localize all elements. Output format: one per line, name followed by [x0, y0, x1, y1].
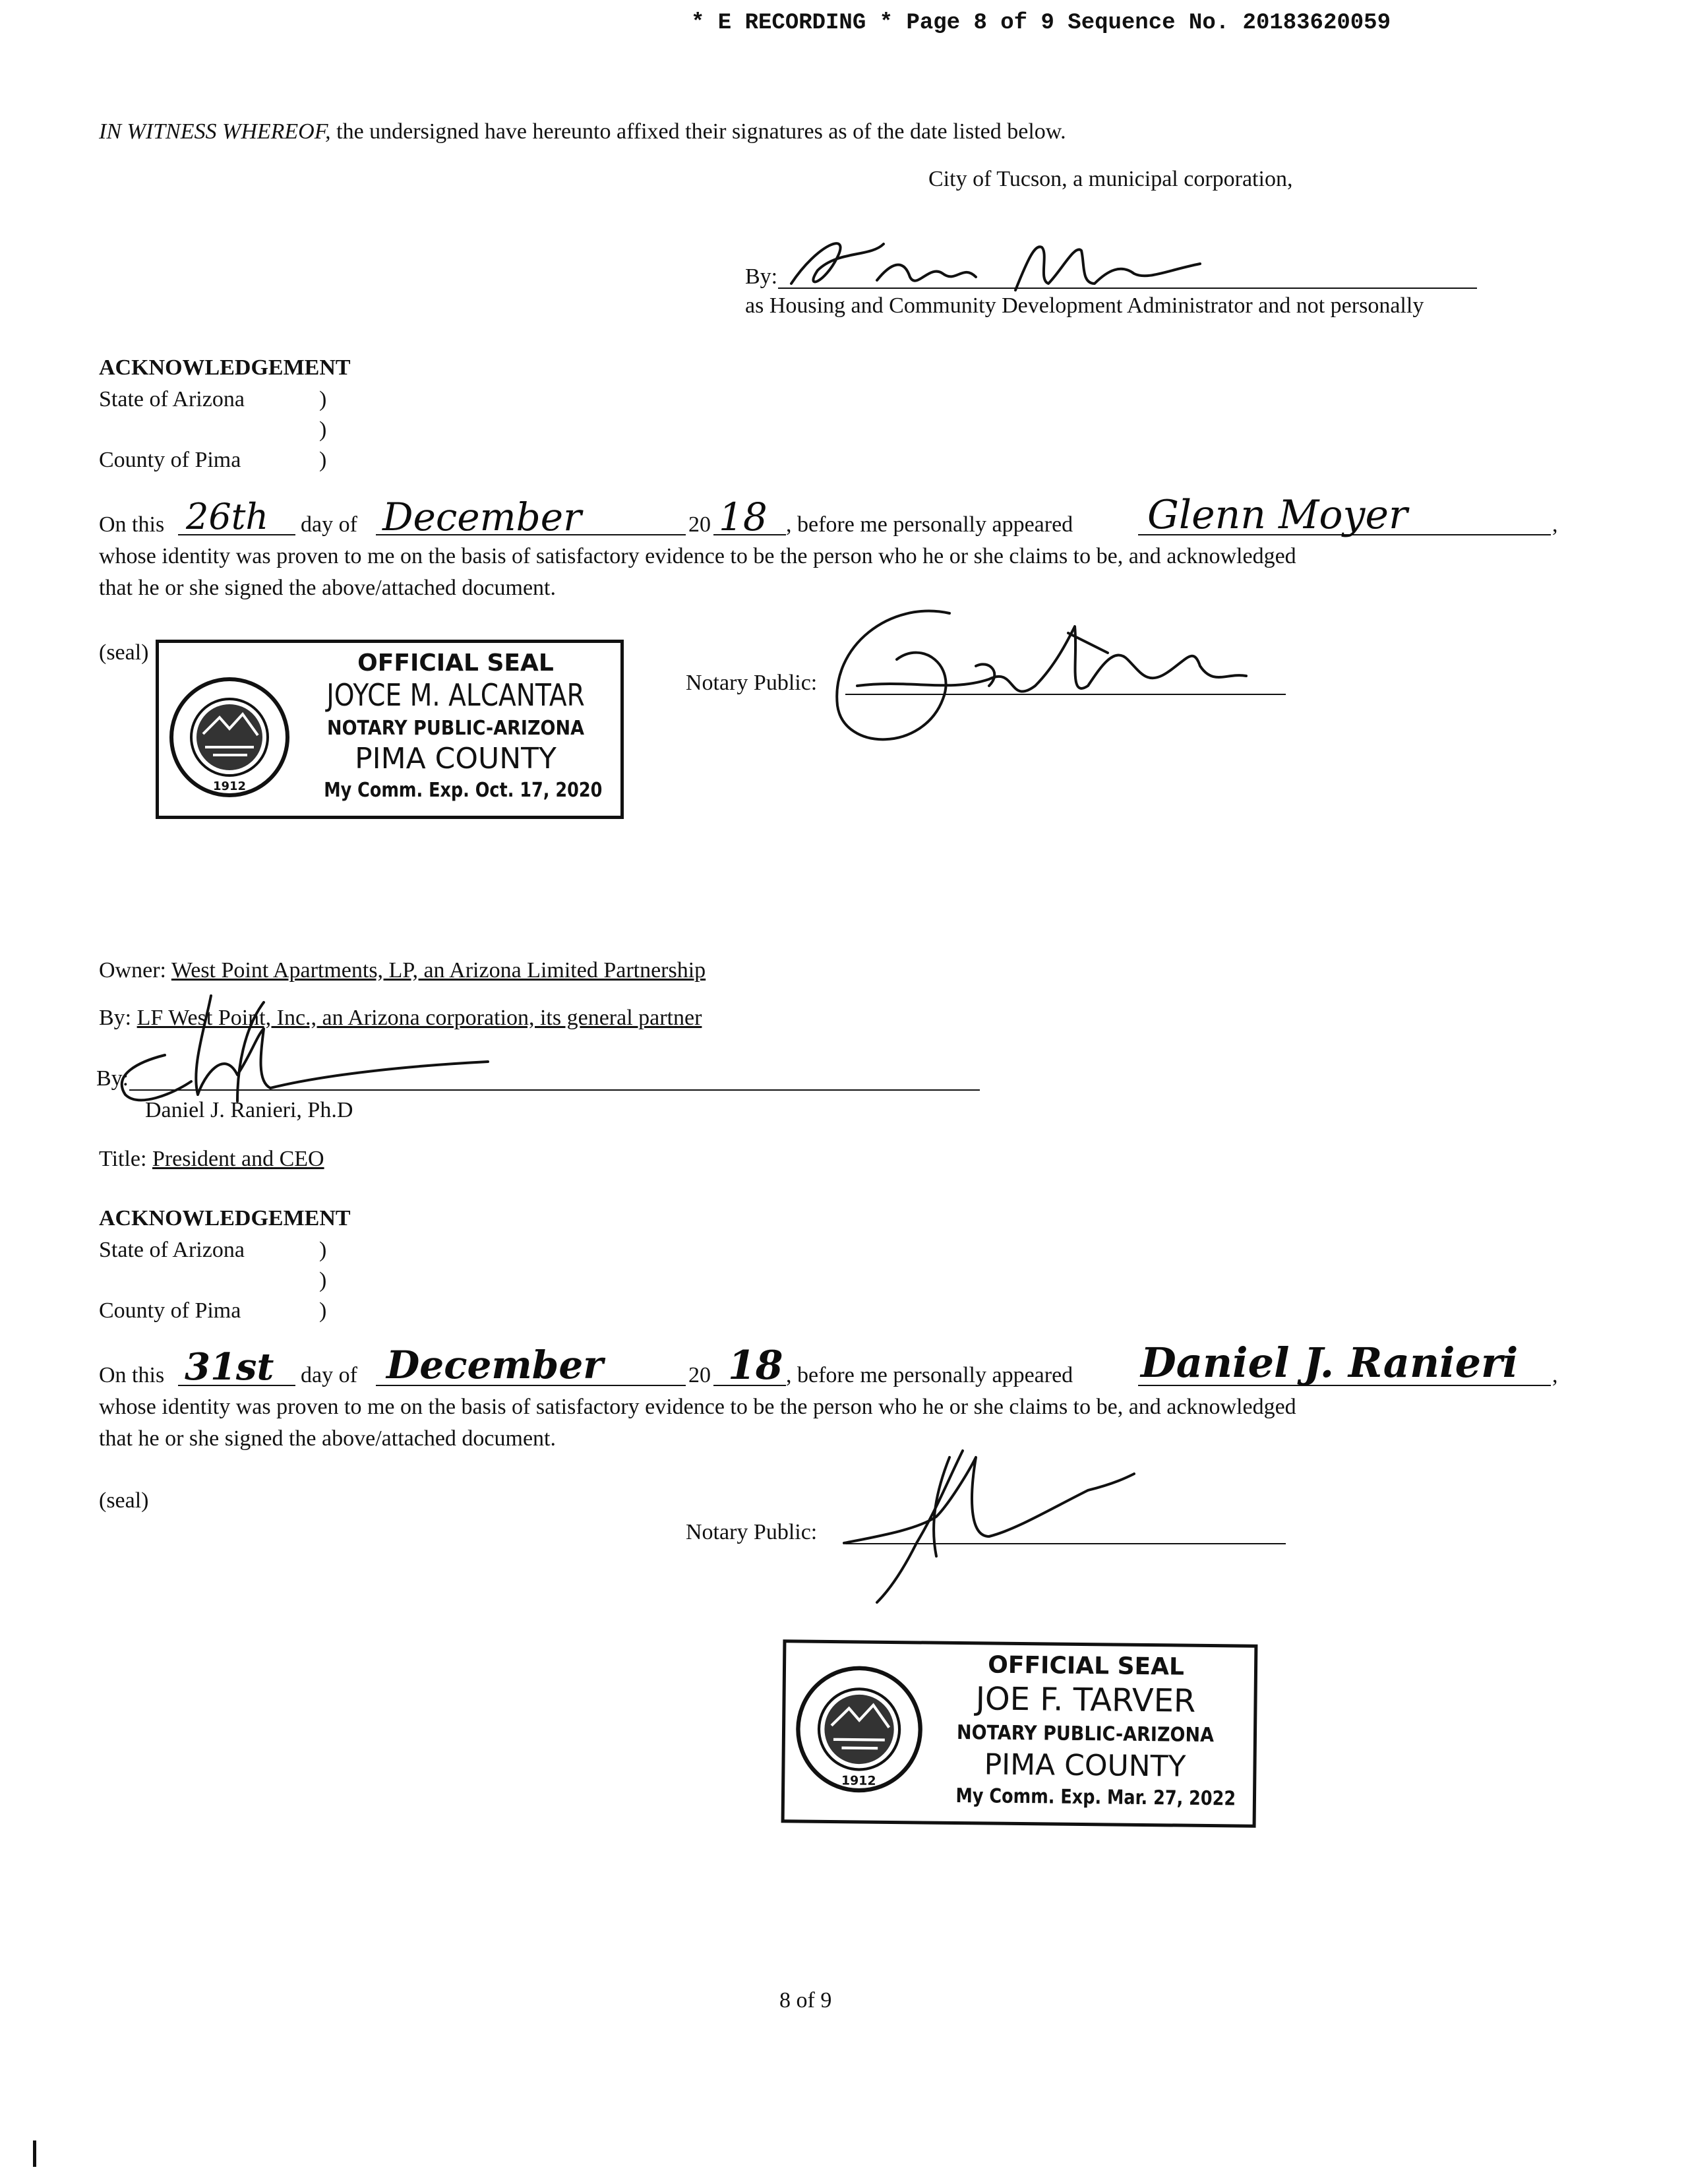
- ack1-stamp-role: NOTARY PUBLIC-ARIZONA: [327, 717, 584, 740]
- ack2-notary-label: Notary Public:: [686, 1520, 818, 1544]
- ack1-stamp-county: PIMA COUNTY: [355, 742, 557, 775]
- ack2-stamp-name: JOE F. TARVER: [975, 1680, 1196, 1720]
- ack2-day-handwritten: 31st: [185, 1345, 274, 1389]
- recording-header: * E RECORDING * Page 8 of 9 Sequence No. 20183620059: [691, 11, 1391, 36]
- owner-title-label: Title:: [99, 1147, 147, 1171]
- city-by-label: By:: [745, 264, 778, 289]
- ack2-month-handwritten: December: [386, 1343, 603, 1387]
- ack1-notary-label: Notary Public:: [686, 671, 818, 695]
- ack1-paren-3: ): [319, 448, 327, 472]
- state-seal-emblem: [167, 675, 292, 800]
- ack2-person-handwritten: Daniel J. Ranieri: [1141, 1339, 1519, 1387]
- ack2-paren-2: ): [319, 1268, 327, 1292]
- ack2-on-this: On this: [99, 1363, 165, 1387]
- owner-signer-by-label: By:: [96, 1066, 129, 1091]
- ack2-day-of: day of: [301, 1363, 357, 1387]
- ack1-stamp-name: JOYCE M. ALCANTAR: [326, 677, 585, 713]
- scan-edge-mark: [33, 2140, 36, 2167]
- ack1-on-this: On this: [99, 512, 165, 537]
- ack1-state: State of Arizona: [99, 387, 245, 411]
- ack2-stamp-role: NOTARY PUBLIC-ARIZONA: [956, 1721, 1215, 1747]
- ack1-body-line2: that he or she signed the above/attached document.: [99, 576, 556, 600]
- owner-title-row: [99, 1146, 324, 1172]
- ack1-comma: ,: [1552, 512, 1558, 537]
- ack2-year-handwritten: 18: [728, 1343, 783, 1389]
- ack2-body-line1: whose identity was proven to me on the basis of satisfactory evidence to be the person who he or she claims to be, and acknowledged: [99, 1395, 1296, 1419]
- ack2-comma: ,: [1552, 1363, 1558, 1387]
- svg-text:1912: 1912: [212, 779, 247, 793]
- city-signature: [778, 218, 1226, 303]
- ack1-month-handwritten: December: [382, 495, 582, 539]
- witness-rest: the undersigned have hereunto affixed their signatures as of the date listed below.: [330, 119, 1066, 144]
- owner-label: Owner:: [99, 958, 166, 983]
- owner-by-label: By:: [99, 1006, 132, 1030]
- ack2-paren-1: ): [319, 1238, 327, 1262]
- ack1-year-prefix: 20: [688, 512, 711, 537]
- ack1-paren-2: ): [319, 417, 327, 442]
- ack1-day-of: day of: [301, 512, 357, 537]
- ack1-day-handwritten: 26th: [186, 496, 269, 537]
- city-entity: City of Tucson, a municipal corporation,: [928, 167, 1293, 191]
- ack1-county: County of Pima: [99, 448, 241, 472]
- ack2-stamp-county: PIMA COUNTY: [984, 1747, 1186, 1784]
- ack2-county: County of Pima: [99, 1298, 241, 1323]
- owner-value: West Point Apartments, LP, an Arizona Limited Partnership: [171, 958, 706, 983]
- ack2-body-line2: that he or she signed the above/attached document.: [99, 1426, 556, 1451]
- ack2-stamp-title: OFFICIAL SEAL: [988, 1651, 1185, 1681]
- ack2-paren-3: ): [319, 1298, 327, 1323]
- ack2-stamp-expiry: My Comm. Exp. Mar. 27, 2022: [955, 1784, 1236, 1811]
- page-number: 8 of 9: [779, 1988, 832, 2013]
- svg-text:1912: 1912: [841, 1773, 876, 1788]
- ack1-year-handwritten: 18: [719, 495, 768, 539]
- ack1-stamp-expiry: My Comm. Exp. Oct. 17, 2020: [324, 779, 603, 802]
- ack2-notary-signature: [837, 1438, 1141, 1609]
- ack1-person-handwritten: Glenn Moyer: [1147, 492, 1408, 538]
- owner-title-value: President and CEO: [152, 1147, 324, 1171]
- city-capacity: as Housing and Community Development Administrator and not personally: [745, 293, 1424, 318]
- witness-clause: [99, 119, 1066, 145]
- state-seal-emblem: [793, 1662, 926, 1796]
- ack2-year-prefix: 20: [688, 1363, 711, 1387]
- ack2-appeared: , before me personally appeared: [786, 1363, 1073, 1387]
- ack1-heading: ACKNOWLEDGEMENT: [99, 355, 351, 380]
- ack1-paren-1: ): [319, 387, 327, 411]
- ack2-heading: ACKNOWLEDGEMENT: [99, 1206, 351, 1230]
- ack1-notary-signature: [818, 587, 1253, 758]
- ack1-appeared: , before me personally appeared: [786, 512, 1073, 537]
- witness-lead: IN WITNESS WHEREOF,: [99, 119, 331, 144]
- ack1-body-line1: whose identity was proven to me on the basis of satisfactory evidence to be the person who he or she claims to be, and acknowledged: [99, 544, 1296, 568]
- ack1-notary-stamp: [156, 640, 624, 819]
- ack1-seal-label: (seal): [99, 640, 149, 665]
- ack2-state: State of Arizona: [99, 1238, 245, 1262]
- ack1-stamp-title: OFFICIAL SEAL: [357, 650, 554, 677]
- owner-signer-name: Daniel J. Ranieri, Ph.D: [145, 1098, 353, 1122]
- ack2-seal-label: (seal): [99, 1488, 149, 1513]
- ack2-notary-stamp: [781, 1639, 1258, 1828]
- owner-by-value: LF West Point, Inc., an Arizona corporation, its general partner: [136, 1006, 702, 1030]
